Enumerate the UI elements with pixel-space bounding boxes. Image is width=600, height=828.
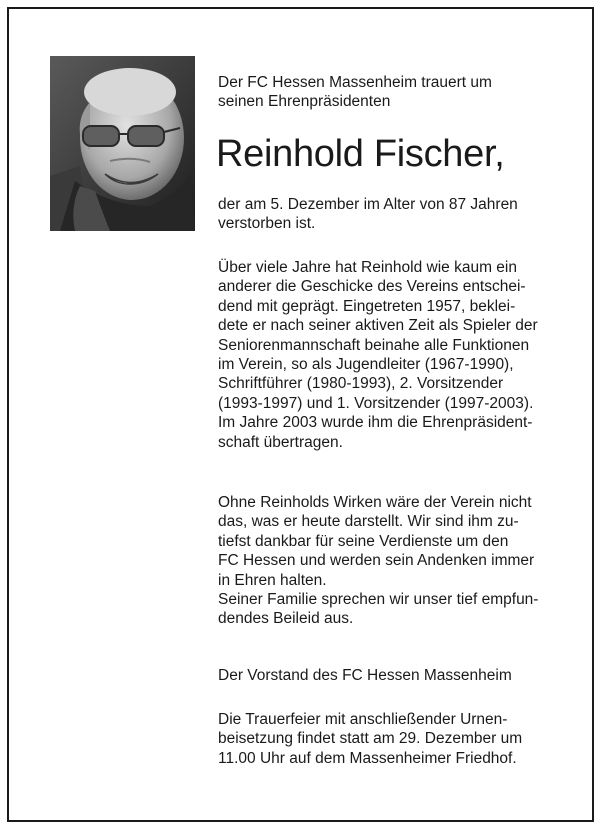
text-line: beisetzung findet statt am 29. Dezember um (218, 730, 523, 748)
funeral-info (218, 710, 563, 768)
signature (218, 666, 563, 685)
text-line: Die Trauerfeier mit anschließender Urnen- (218, 711, 508, 728)
text-line: das, was er heute darstellt. Wir sind ihm zu- (218, 513, 519, 531)
text-line: (1993-1997) und 1. Vorsitzender (1997-2003). (218, 394, 534, 412)
text-line: dete er nach seiner aktiven Zeit als Spieler der (218, 317, 538, 335)
intro-line: Der FC Hessen Massenheim trauert um (218, 74, 492, 91)
text-line: Ohne Reinholds Wirken wäre der Verein nicht (218, 494, 532, 511)
text-line: Über viele Jahre hat Reinhold wie kaum ein (218, 259, 517, 276)
text-line: im Verein, so als Jugendleiter (1967-1990), (218, 356, 514, 374)
text-line: der am 5. Dezember im Alter von 87 Jahren (218, 196, 518, 213)
text-line: in Ehren halten. (218, 571, 327, 589)
text-line: schaft übertragen. (218, 433, 343, 451)
intro-text (218, 73, 563, 112)
text-line: tiefst dankbar für seine Verdienste um den (218, 532, 509, 550)
text-line: Schriftführer (1980-1993), 2. Vorsitzender (218, 375, 504, 393)
portrait-photo (50, 56, 195, 231)
text-line: 11.00 Uhr auf dem Massenheimer Friedhof. (218, 749, 517, 767)
text-line: Im Jahre 2003 wurde ihm die Ehrenpräsident- (218, 414, 533, 432)
gratitude-paragraph (218, 493, 563, 629)
text-line: Seiner Familie sprechen wir unser tief empfun- (218, 591, 539, 609)
biography-paragraph (218, 258, 563, 452)
death-notice (218, 195, 563, 234)
signature-line: Der Vorstand des FC Hessen Massenheim (218, 667, 512, 684)
text-line: FC Hessen und werden sein Andenken immer (218, 552, 535, 570)
text-line: verstorben ist. (218, 215, 316, 233)
intro-line: seinen Ehrenpräsidenten (218, 93, 391, 111)
text-line: Seniorenmannschaft beinahe alle Funktionen (218, 336, 530, 354)
portrait-image (50, 56, 195, 231)
deceased-name: Reinhold Fischer, (216, 133, 505, 175)
text-line: anderer die Geschicke des Vereins entschei- (218, 278, 526, 296)
text-line: dend mit geprägt. Eingetreten 1957, beklei- (218, 297, 516, 315)
text-line: dendes Beileid aus. (218, 610, 354, 628)
